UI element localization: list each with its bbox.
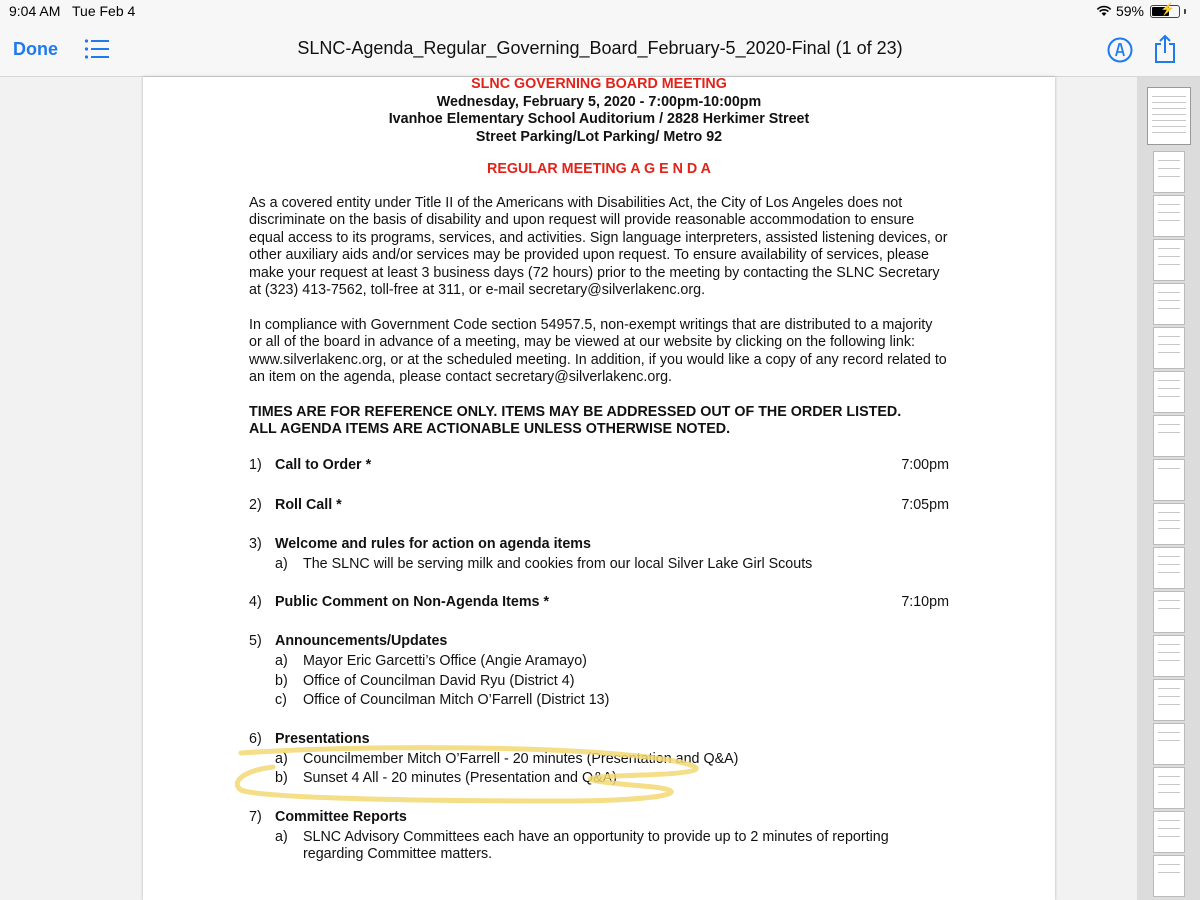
agenda-item — [249, 457, 949, 479]
battery-percent: 59% — [1115, 3, 1144, 19]
sub-item-letter: a) — [275, 828, 288, 845]
markup-pen-icon[interactable] — [1107, 37, 1133, 63]
item-number: 5) — [249, 633, 262, 649]
page-thumbnail-active[interactable] — [1147, 87, 1191, 145]
share-icon[interactable] — [1153, 34, 1177, 64]
meeting-parking: Street Parking/Lot Parking/ Metro 92 — [475, 128, 723, 145]
sub-item-text: Sunset 4 All - 20 minutes (Presentation and Q&A) — [303, 770, 617, 786]
status-bar — [0, 0, 1200, 22]
page-thumbnail[interactable] — [1153, 415, 1185, 457]
sub-item-letter: b) — [275, 672, 288, 689]
agenda-item — [249, 731, 949, 751]
item-title: Roll Call * — [275, 496, 342, 513]
page-thumbnail[interactable] — [1153, 635, 1185, 677]
sub-item — [275, 556, 949, 574]
agenda-title: REGULAR MEETING A G E N D A — [487, 161, 711, 177]
page-thumbnail[interactable] — [1153, 547, 1185, 589]
sub-item-letter: a) — [275, 750, 288, 767]
pdf-page — [143, 77, 1055, 900]
agenda-item — [249, 809, 949, 829]
item-number: 3) — [249, 535, 262, 552]
page-content — [249, 77, 949, 864]
meeting-datetime: Wednesday, February 5, 2020 - 7:00pm-10:00pm — [436, 93, 762, 110]
agenda-item — [249, 497, 949, 519]
sub-item — [275, 770, 949, 788]
page-thumbnail[interactable] — [1153, 503, 1185, 545]
item-number: 7) — [249, 808, 262, 825]
page-thumbnail[interactable] — [1153, 239, 1185, 281]
item-title: Public Comment on Non-Agenda Items * — [275, 594, 550, 610]
agenda-item — [249, 536, 949, 556]
page-thumbnail-sidebar[interactable] — [1137, 77, 1200, 900]
item-time: 7:00pm — [901, 456, 949, 473]
page-thumbnail[interactable] — [1153, 195, 1185, 237]
item-title: Announcements/Updates — [275, 633, 448, 649]
sub-item-text: Office of Councilman Mitch O’Farrell (District 13) — [303, 692, 610, 708]
sub-item-letter: a) — [275, 653, 288, 669]
done-button[interactable]: Done — [13, 39, 58, 59]
status-date: Tue Feb 4 — [72, 3, 136, 19]
sub-item-text: Councilmember Mitch O’Farrell - 20 minutes (Presentation and Q&A) — [303, 750, 739, 767]
page-thumbnail[interactable] — [1153, 767, 1185, 809]
charging-bolt-icon: ⚡ — [1160, 1, 1175, 16]
page-thumbnail[interactable] — [1153, 371, 1185, 413]
sub-item-letter: c) — [275, 692, 287, 708]
page-thumbnail[interactable] — [1153, 283, 1185, 325]
compliance-paragraph: In compliance with Government Code section 54957.5, non-exempt writings that are distributed to a majority or all of the board in advance of a meeting, may be viewed at our website by clicking on the following link: www.silverlakenc.org, or at the scheduled meeting. In addition, if you would like a copy of any record related to an item on the agenda, please contact secretary@silverlakenc.org. — [249, 316, 947, 385]
item-time: 7:10pm — [901, 594, 949, 610]
meeting-title: SLNC GOVERNING BOARD MEETING — [471, 76, 727, 92]
page-thumbnail[interactable] — [1153, 459, 1185, 501]
page-thumbnail[interactable] — [1153, 151, 1185, 193]
sub-item-letter: a) — [275, 555, 288, 572]
sub-item — [275, 692, 949, 710]
navigation-bar — [0, 22, 1200, 77]
agenda-item — [249, 633, 949, 653]
page-thumbnail[interactable] — [1153, 591, 1185, 633]
sub-item — [275, 829, 949, 864]
item-number: 1) — [249, 456, 262, 473]
sub-item — [275, 673, 949, 691]
ada-paragraph: As a covered entity under Title II of the Americans with Disabilities Act, the City of Los Angeles does not discriminate on the basis of disability and upon request will provide reasonable accommodation to ensure equal access to its programs, services, and activities. Sign language interpreters, assisted listening devices, or other auxiliary aids and/or services may be provided upon request. To ensure availability of services, please make your request at least 3 business days (72 hours) prior to the meeting by contacting the SLNC Secretary at (323) 413-7562, toll-free at 311, or e-mail secretary@silverlakenc.org. — [249, 194, 948, 298]
sub-item-text: The SLNC will be serving milk and cookies from our local Silver Lake Girl Scouts — [303, 555, 813, 572]
item-number: 6) — [249, 730, 262, 747]
battery-icon — [1150, 1, 1180, 18]
notice-times: TIMES ARE FOR REFERENCE ONLY. ITEMS MAY BE ADDRESSED OUT OF THE ORDER LISTED. — [249, 403, 902, 420]
meeting-location: Ivanhoe Elementary School Auditorium / 2828 Herkimer Street — [388, 111, 810, 127]
page-thumbnail[interactable] — [1153, 679, 1185, 721]
sub-item-text: SLNC Advisory Committees each have an opportunity to provide up to 2 minutes of reporting regarding Committee matters. — [303, 828, 889, 862]
status-time: 9:04 AM — [9, 3, 61, 19]
document-title: SLNC-Agenda_Regular_Governing_Board_February-5_2020-Final (1 of 23) — [297, 38, 903, 58]
sub-item-text: Office of Councilman David Ryu (District 4) — [303, 672, 575, 689]
notice-actionable: ALL AGENDA ITEMS ARE ACTIONABLE UNLESS OTHERWISE NOTED. — [249, 421, 731, 437]
sub-item-letter: b) — [275, 770, 288, 786]
item-title: Call to Order * — [275, 456, 372, 473]
item-title: Committee Reports — [275, 808, 407, 825]
item-number: 2) — [249, 496, 262, 513]
outline-list-icon[interactable] — [84, 38, 110, 60]
sub-item-text: Mayor Eric Garcetti’s Office (Angie Aramayo) — [303, 653, 587, 669]
page-thumbnail[interactable] — [1153, 723, 1185, 765]
page-thumbnail[interactable] — [1153, 327, 1185, 369]
battery-cap — [1184, 9, 1186, 14]
item-number: 4) — [249, 594, 262, 610]
sub-item — [275, 653, 949, 671]
item-title: Presentations — [275, 730, 370, 747]
sub-item — [275, 751, 949, 769]
agenda-item — [249, 594, 949, 616]
item-time: 7:05pm — [901, 496, 949, 513]
status-right — [1096, 3, 1186, 19]
page-thumbnail[interactable] — [1153, 855, 1185, 897]
page-thumbnail[interactable] — [1153, 811, 1185, 853]
item-title: Welcome and rules for action on agenda items — [275, 535, 591, 552]
wifi-icon — [1096, 5, 1112, 17]
